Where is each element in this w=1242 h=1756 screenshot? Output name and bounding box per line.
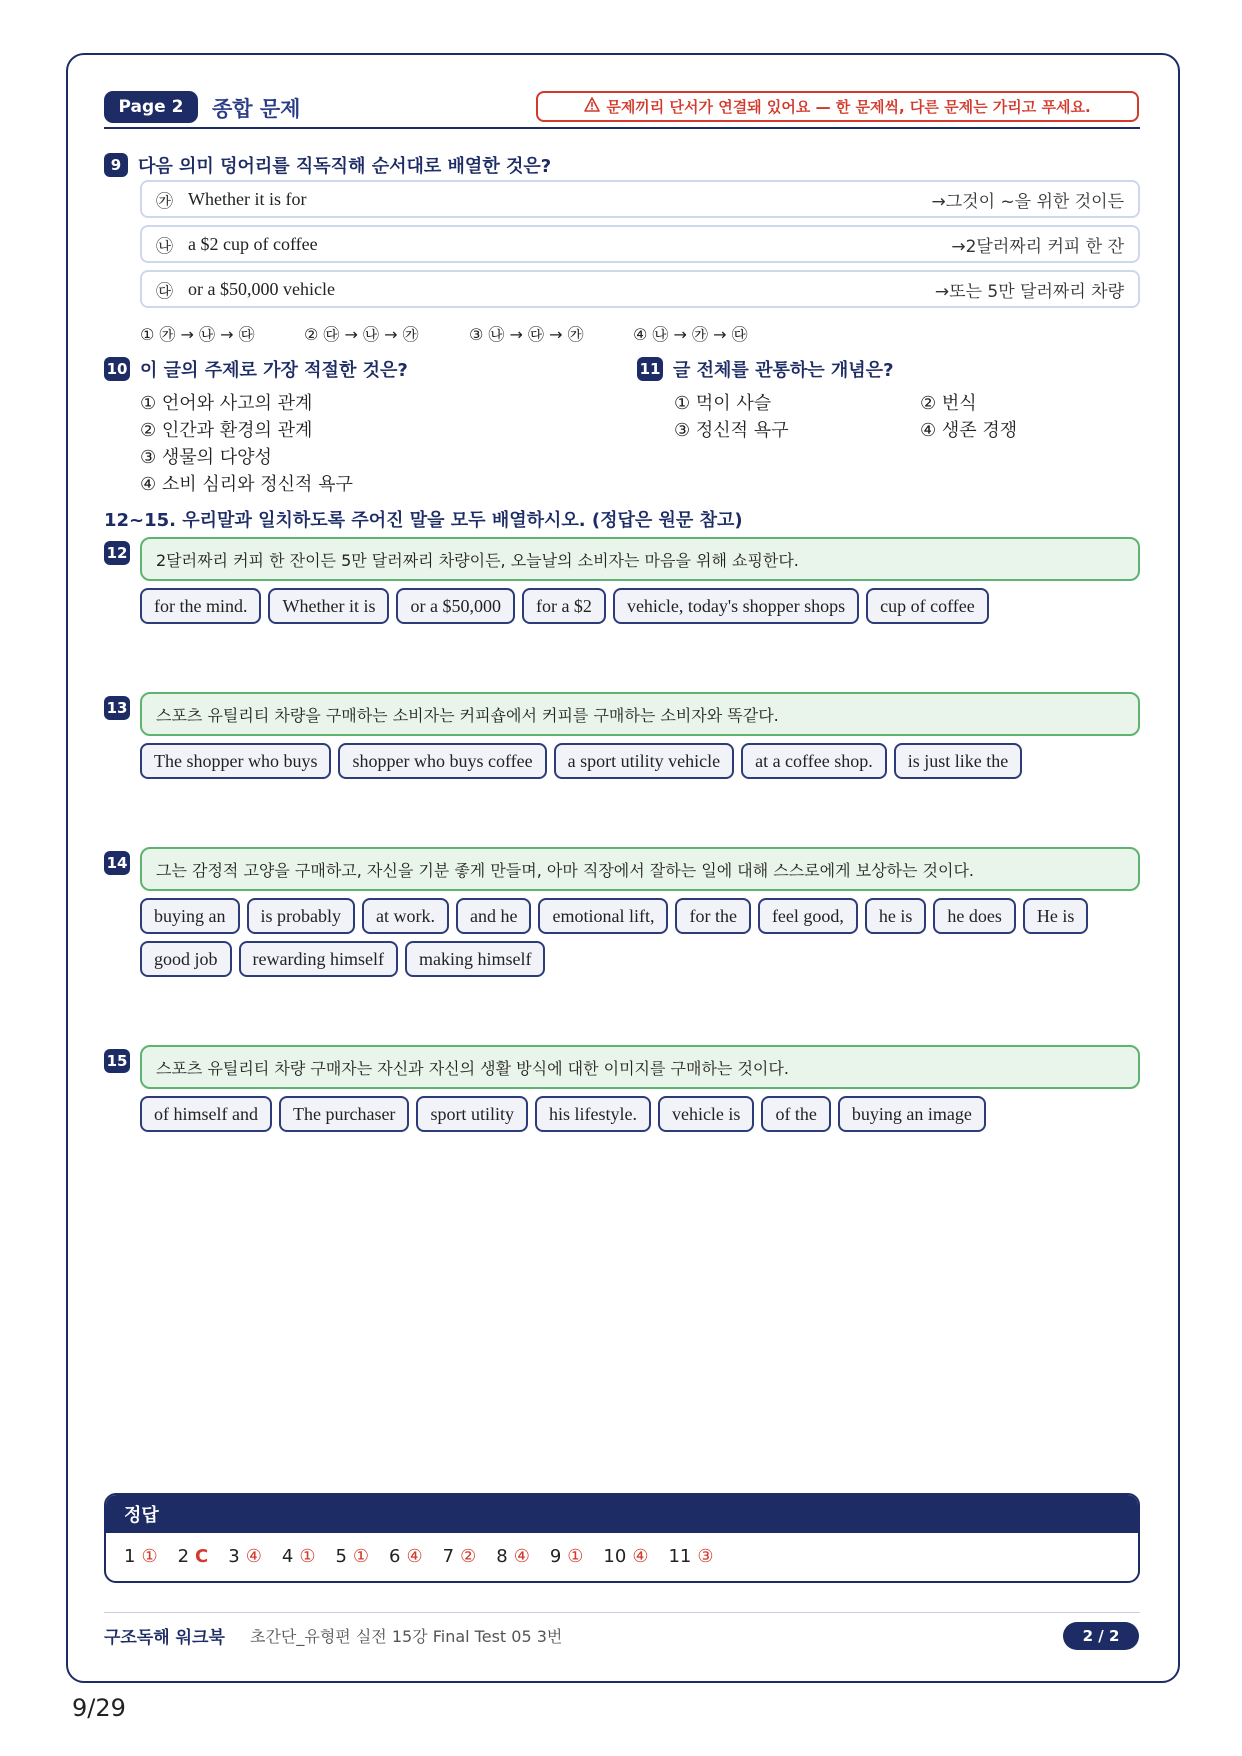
question-11-text: 글 전체를 관통하는 개념은? <box>673 360 894 381</box>
word-tile[interactable]: is just like the <box>894 743 1023 779</box>
answer-key-title: 정답 <box>106 1495 1138 1533</box>
footer-divider <box>104 1612 1140 1613</box>
answer-item: 11 ③ <box>668 1546 714 1567</box>
chunk-mark: ㉰ <box>156 281 173 302</box>
korean-prompt-box: 그는 감정적 고양을 구매하고, 자신을 기분 좋게 만들며, 아마 직장에서 잘하는 일에 대해 스스로에게 보상하는 것이다. <box>140 847 1140 891</box>
question-10-text: 이 글의 주제로 가장 적절한 것은? <box>140 360 408 381</box>
word-tile[interactable]: buying an <box>140 898 240 934</box>
word-tile[interactable]: cup of coffee <box>866 588 989 624</box>
answer-item: 3 ④ <box>228 1546 262 1567</box>
chunk-english: a $2 cup of coffee <box>188 233 318 254</box>
answer-item: 7 ② <box>442 1546 477 1567</box>
chunk-item <box>140 180 1140 218</box>
q10-option-2[interactable]: ② 인간과 환경의 관계 <box>140 420 313 441</box>
word-tile[interactable]: shopper who buys coffee <box>338 743 546 779</box>
chunk-english: Whether it is for <box>188 188 307 209</box>
q11-option-1[interactable]: ① 먹이 사슬 <box>674 393 772 414</box>
question-number-15: 15 <box>104 1049 130 1073</box>
question-number-9: 9 <box>104 153 128 177</box>
warning-banner <box>536 91 1139 122</box>
warning-text: 문제끼리 단서가 연결돼 있어요 — 한 문제씩, 다른 문제는 가리고 푸세요. <box>606 98 1091 116</box>
answer-item: 4 ① <box>281 1546 316 1567</box>
korean-prompt-box: 2달러짜리 커피 한 잔이든 5만 달러짜리 차량이든, 오늘날의 소비자는 마음을 위해 쇼핑한다. <box>140 537 1140 581</box>
answer-item: 9 ① <box>549 1546 584 1567</box>
word-tile[interactable]: good job <box>140 941 232 977</box>
footer-brand: 구조독해 워크북 <box>104 1628 225 1648</box>
word-tiles-15 <box>140 1096 1150 1132</box>
answer-item: 1 ① <box>124 1546 158 1567</box>
word-tile[interactable]: buying an image <box>838 1096 986 1132</box>
word-tile[interactable]: and he <box>456 898 531 934</box>
word-tile[interactable]: at work. <box>362 898 449 934</box>
chunk-english: or a $50,000 vehicle <box>188 278 335 299</box>
word-tile[interactable]: of himself and <box>140 1096 272 1132</box>
section-title: 종합 문제 <box>212 97 301 121</box>
word-tile[interactable]: a sport utility vehicle <box>554 743 734 779</box>
word-tiles-13 <box>140 743 1150 779</box>
q9-choice-3[interactable]: ③ ㉯ → ㉰ → ㉮ <box>469 325 584 344</box>
q10-option-1[interactable]: ① 언어와 사고의 관계 <box>140 393 313 414</box>
q9-choice-2[interactable]: ② ㉰ → ㉯ → ㉮ <box>304 325 419 344</box>
answer-item: 5 ① <box>335 1546 370 1567</box>
question-9-text: 다음 의미 덩어리를 직독직해 순서대로 배열한 것은? <box>138 156 552 177</box>
answer-item: 2 C <box>177 1546 209 1567</box>
chunk-korean: →2달러짜리 커피 한 잔 <box>951 236 1124 257</box>
question-number-12: 12 <box>104 541 130 565</box>
word-tile[interactable]: is probably <box>247 898 356 934</box>
word-tile[interactable]: Whether it is <box>268 588 389 624</box>
word-tile[interactable]: sport utility <box>416 1096 528 1132</box>
word-tiles-14 <box>140 898 1150 977</box>
word-tile[interactable]: vehicle is <box>658 1096 754 1132</box>
document-page-counter: 9/29 <box>72 1694 126 1722</box>
question-number-13: 13 <box>104 696 130 720</box>
q10-option-3[interactable]: ③ 생물의 다양성 <box>140 447 272 468</box>
q9-choice-4[interactable]: ④ ㉯ → ㉮ → ㉰ <box>633 325 748 344</box>
arrange-section-label: 12~15. 우리말과 일치하도록 주어진 말을 모두 배열하시오. (정답은 원문 참고) <box>104 510 743 531</box>
warning-triangle-icon <box>584 97 600 116</box>
q9-choice-1[interactable]: ① ㉮ → ㉯ → ㉰ <box>140 325 255 344</box>
question-number-14: 14 <box>104 851 130 875</box>
word-tiles-12 <box>140 588 1150 624</box>
answer-item: 8 ④ <box>496 1546 530 1567</box>
answer-key-panel <box>104 1493 1140 1583</box>
word-tile[interactable]: or a $50,000 <box>396 588 514 624</box>
question-number-10: 10 <box>104 357 130 381</box>
word-tile[interactable]: He is <box>1023 898 1089 934</box>
chunk-mark: ㉮ <box>156 191 173 212</box>
chunk-mark: ㉯ <box>156 236 173 257</box>
word-tile[interactable]: for the mind. <box>140 588 261 624</box>
word-tile[interactable]: emotional lift, <box>538 898 668 934</box>
chunk-item <box>140 270 1140 308</box>
word-tile[interactable]: The purchaser <box>279 1096 409 1132</box>
question-number-11: 11 <box>637 357 663 381</box>
word-tile[interactable]: rewarding himself <box>239 941 398 977</box>
word-tile[interactable]: he is <box>865 898 927 934</box>
chunk-korean: →또는 5만 달러짜리 차량 <box>934 281 1124 302</box>
word-tile[interactable]: The shopper who buys <box>140 743 331 779</box>
footer-page-indicator: 2 / 2 <box>1063 1622 1139 1650</box>
word-tile[interactable]: he does <box>933 898 1015 934</box>
word-tile[interactable]: making himself <box>405 941 545 977</box>
answer-item: 6 ④ <box>389 1546 423 1567</box>
q11-option-3[interactable]: ③ 정신적 욕구 <box>674 420 789 441</box>
word-tile[interactable]: of the <box>761 1096 830 1132</box>
word-tile[interactable]: his lifestyle. <box>535 1096 651 1132</box>
answer-item: 10 ④ <box>603 1546 649 1567</box>
q11-option-2[interactable]: ② 번식 <box>920 393 977 414</box>
q10-option-4[interactable]: ④ 소비 심리와 정신적 욕구 <box>140 474 353 495</box>
word-tile[interactable]: vehicle, today's shopper shops <box>613 588 859 624</box>
word-tile[interactable]: for the <box>675 898 750 934</box>
word-tile[interactable]: for a $2 <box>522 588 606 624</box>
answer-list <box>106 1533 1138 1567</box>
korean-prompt-box: 스포츠 유틸리티 차량 구매자는 자신과 자신의 생활 방식에 대한 이미지를 구매하는 것이다. <box>140 1045 1140 1089</box>
q11-option-4[interactable]: ④ 생존 경쟁 <box>920 420 1018 441</box>
word-tile[interactable]: at a coffee shop. <box>741 743 887 779</box>
korean-prompt-box: 스포츠 유틸리티 차량을 구매하는 소비자는 커피숍에서 커피를 구매하는 소비자와 똑같다. <box>140 692 1140 736</box>
chunk-korean: →그것이 ~을 위한 것이든 <box>931 191 1124 212</box>
chunk-item <box>140 225 1140 263</box>
header-divider <box>104 127 1140 129</box>
word-tile[interactable]: feel good, <box>758 898 858 934</box>
footer-subtitle: 초간단_유형편 실전 15강 Final Test 05 3번 <box>250 1627 563 1646</box>
page-label-badge: Page 2 <box>104 91 198 123</box>
